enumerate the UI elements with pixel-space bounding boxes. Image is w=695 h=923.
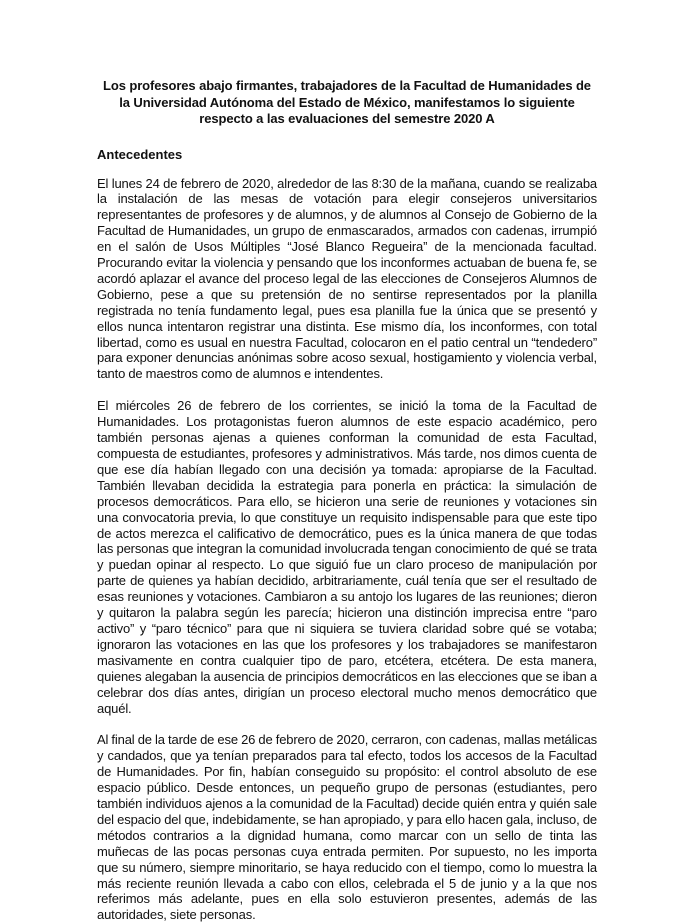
paragraph-1: El lunes 24 de febrero de 2020, alrededor de las 8:30 de la mañana, cuando se realizaba la instalación de las mesas de votación para elegir consejeros universitarios representantes de profesores y de alumnos, y de alumnos al Consejo de Gobierno de la Facultad de Humanidades, un grupo de enmascarados, armados con cadenas, irrumpió en el salón de Usos Múltiples “José Blanco Regueira” de la mencionada facultad. Procurando evitar la violencia y pensando que los inconformes actuaban de buena fe, se acordó aplazar el avance del proceso legal de las elecciones de Consejeros Alumnos de Gobierno, pese a que su pretensión de no sentirse representados por la planilla registrada no tenía fundamento legal, pues esa planilla fue la única que se presentó y ellos nunca intentaron registrar una distinta. Ese mismo día, los inconformes, con total libertad, como es usual en nuestra Facultad, colocaron en el patio central un “tendedero” para exponer denuncias anónimas sobre acoso sexual, hostigamiento y violencia verbal, tanto de maestros como de alumnos e intendentes. (97, 175, 597, 382)
document-page (97, 78, 597, 923)
document-title: Los profesores abajo firmantes, trabajadores de la Facultad de Humanidades de la Universidad Autónoma del Estado de México, manifestamos lo siguiente respecto a las evaluaciones del semestre 2020 A (103, 78, 591, 126)
paragraph-2: El miércoles 26 de febrero de los corrientes, se inició la toma de la Facultad de Humanidades. Los protagonistas fueron alumnos de este espacio académico, pero también personas ajenas a quienes conforman la comunidad de esta Facultad, compuesta de estudiantes, profesores y administrativos. Más tarde, nos dimos cuenta de que ese día habían llegado con una decisión ya tomada: apropiarse de la Facultad. También llevaban decidida la estrategia para ponerla en práctica: la simulación de procesos democráticos. Para ello, se hicieron una serie de reuniones y votaciones sin una convocatoria previa, lo que constituye un requisito indispensable para que este tipo de actos merezca el calificativo de democrático, pues es la única manera de que todas las personas que integran la comunidad involucrada tengan conocimiento de qué se trata y puedan opinar al respecto. Lo que siguió fue un claro proceso de manipulación por parte de quienes ya habían decidido, arbitrariamente, cuál tenía que ser el resultado de esas reuniones y votaciones. Cambiaron a su antojo los lugares de las reuniones; dieron y quitaron la palabra según les parecía; hicieron una distinción imprecisa entre “paro activo” y “paro técnico” para que ni siquiera se tuviera claridad sobre qué se votaba; ignoraron las votaciones en las que los profesores y los trabajadores se manifestaron masivamente en contra cualquier tipo de paro, etcétera, etcétera. De esta manera, quienes alegaban la ausencia de principios democráticos en las elecciones que se iban a celebrar dos días antes, dirigían un proceso electoral mucho menos democrático que aquél. (97, 398, 597, 716)
paragraph-3: Al final de la tarde de ese 26 de febrero de 2020, cerraron, con cadenas, mallas metálicas y candados, que ya tenían preparados para tal efecto, todos los accesos de la Facultad de Humanidades. Por fin, habían conseguido su propósito: el control absoluto de ese espacio público. Desde entonces, un pequeño grupo de personas (estudiantes, pero también individuos ajenos a la comunidad de la Facultad) decide quién entra y quién sale del espacio del que, indebidamente, se han apropiado, y para ello hacen gala, incluso, de métodos contrarios a la dignidad humana, como marcar con un sello de tinta las muñecas de las pocas personas cuya entrada permiten. Por supuesto, no les importa que su número, siempre minoritario, se haya reducido con el tiempo, como lo muestra la más reciente reunión llevada a cabo con ellos, celebrada el 5 de junio y a la que nos referimos más adelante, pues en ella solo estuvieron presentes, además de las autoridades, siete personas. (97, 732, 597, 923)
section-heading: Antecedentes (97, 146, 183, 162)
